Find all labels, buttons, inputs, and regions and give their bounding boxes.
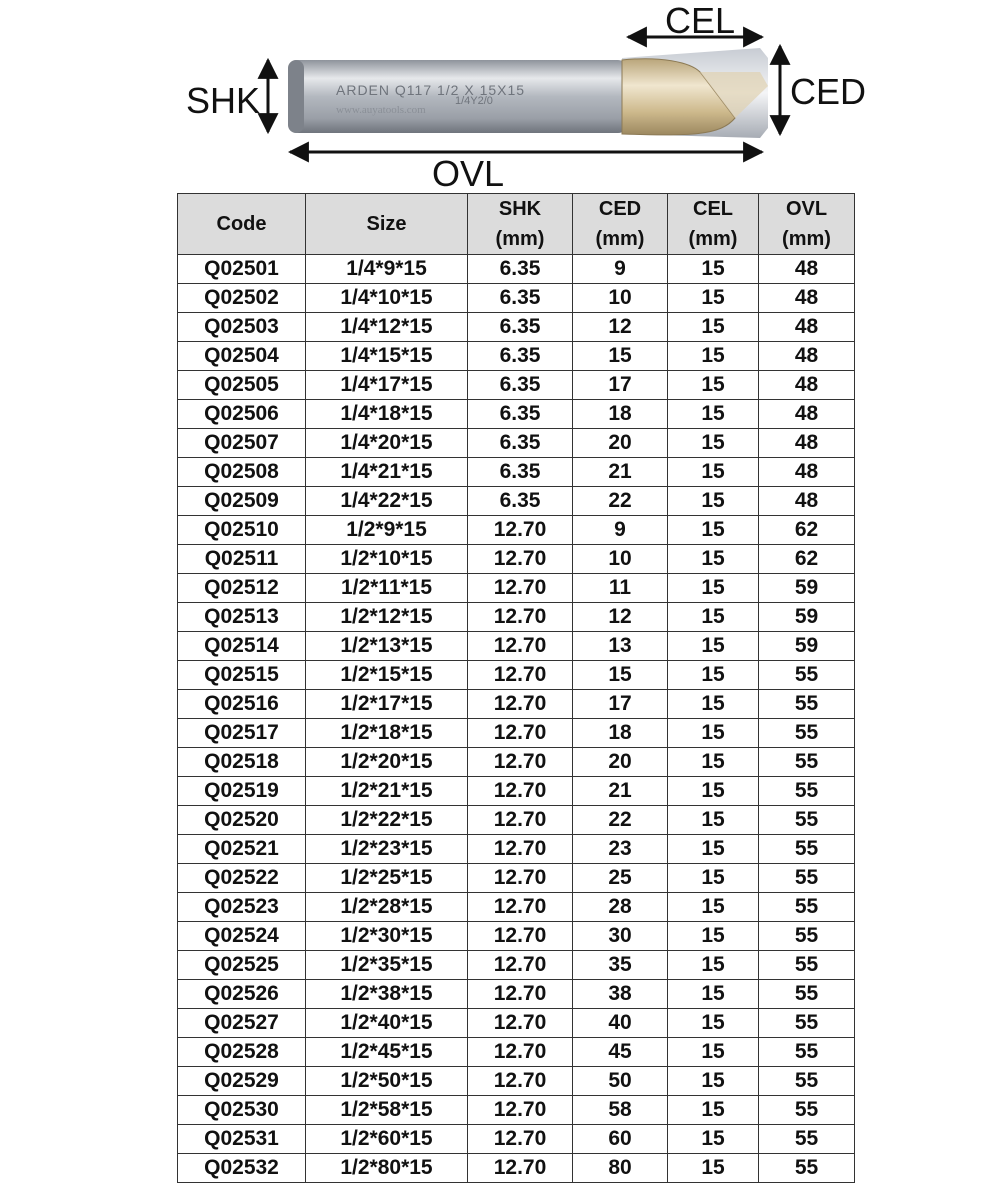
cell-cel: 15 (668, 980, 759, 1009)
cell-code: Q02506 (178, 400, 306, 429)
table-row (178, 1009, 855, 1038)
cell-ovl: 55 (759, 748, 855, 777)
cell-shk: 6.35 (468, 255, 573, 284)
cell-cel: 15 (668, 342, 759, 371)
header-ovl-label: OVL (785, 198, 828, 220)
cell-shk: 12.70 (468, 1009, 573, 1038)
cell-size: 1/2*80*15 (306, 1154, 468, 1183)
cell-size: 1/2*38*15 (306, 980, 468, 1009)
cell-code: Q02522 (178, 864, 306, 893)
table-row (178, 1125, 855, 1154)
cell-ced: 12 (573, 313, 668, 342)
table-row (178, 922, 855, 951)
cell-size: 1/2*40*15 (306, 1009, 468, 1038)
cell-code: Q02505 (178, 371, 306, 400)
cell-ced: 9 (573, 255, 668, 284)
cell-cel: 15 (668, 1067, 759, 1096)
cell-ced: 58 (573, 1096, 668, 1125)
cell-ced: 15 (573, 661, 668, 690)
cell-ovl: 55 (759, 661, 855, 690)
table-body (178, 255, 855, 1183)
cell-cel: 15 (668, 777, 759, 806)
cell-ced: 18 (573, 719, 668, 748)
cell-ced: 22 (573, 806, 668, 835)
cell-cel: 15 (668, 313, 759, 342)
table-row (178, 777, 855, 806)
cell-ced: 15 (573, 342, 668, 371)
cell-code: Q02523 (178, 893, 306, 922)
ovl-label: OVL (432, 153, 505, 192)
table-row (178, 632, 855, 661)
cell-shk: 12.70 (468, 1067, 573, 1096)
cell-size: 1/4*9*15 (306, 255, 468, 284)
cell-cel: 15 (668, 255, 759, 284)
cell-size: 1/4*20*15 (306, 429, 468, 458)
cell-shk: 6.35 (468, 487, 573, 516)
cell-ovl: 48 (759, 313, 855, 342)
cell-shk: 12.70 (468, 806, 573, 835)
cell-ovl: 55 (759, 806, 855, 835)
cell-ovl: 55 (759, 864, 855, 893)
cell-shk: 12.70 (468, 603, 573, 632)
table-row (178, 255, 855, 284)
table-row (178, 806, 855, 835)
table-row (178, 313, 855, 342)
cell-cel: 15 (668, 1038, 759, 1067)
header-cel-unit: (mm) (688, 228, 738, 250)
cell-ovl: 55 (759, 1096, 855, 1125)
cell-shk: 12.70 (468, 690, 573, 719)
cell-ovl: 55 (759, 1125, 855, 1154)
cell-shk: 12.70 (468, 922, 573, 951)
cell-cel: 15 (668, 516, 759, 545)
cell-code: Q02508 (178, 458, 306, 487)
cell-size: 1/2*28*15 (306, 893, 468, 922)
cell-ovl: 55 (759, 980, 855, 1009)
cell-shk: 12.70 (468, 951, 573, 980)
cell-ovl: 48 (759, 487, 855, 516)
cell-code: Q02530 (178, 1096, 306, 1125)
shank-engraving: ARDEN Q117 1/2 X 15X15 (336, 82, 526, 98)
cell-shk: 12.70 (468, 1096, 573, 1125)
cell-code: Q02526 (178, 980, 306, 1009)
cell-shk: 12.70 (468, 1038, 573, 1067)
cell-ovl: 59 (759, 632, 855, 661)
cell-shk: 12.70 (468, 864, 573, 893)
cell-shk: 12.70 (468, 893, 573, 922)
table-row (178, 893, 855, 922)
cell-shk: 12.70 (468, 835, 573, 864)
cell-shk: 6.35 (468, 342, 573, 371)
cell-cel: 15 (668, 951, 759, 980)
cell-size: 1/2*60*15 (306, 1125, 468, 1154)
table-header-row (178, 194, 855, 255)
cell-ced: 38 (573, 980, 668, 1009)
cell-cel: 15 (668, 545, 759, 574)
table-row (178, 748, 855, 777)
cell-ovl: 55 (759, 893, 855, 922)
header-size: Size (306, 194, 468, 255)
cell-cel: 15 (668, 574, 759, 603)
header-ced (573, 194, 668, 255)
cell-ovl: 48 (759, 371, 855, 400)
cell-shk: 6.35 (468, 371, 573, 400)
cell-ced: 10 (573, 284, 668, 313)
cell-ced: 20 (573, 748, 668, 777)
cell-code: Q02510 (178, 516, 306, 545)
header-ced-unit: (mm) (595, 228, 645, 250)
cell-ovl: 48 (759, 400, 855, 429)
cell-size: 1/2*22*15 (306, 806, 468, 835)
cell-size: 1/4*21*15 (306, 458, 468, 487)
cell-ovl: 48 (759, 255, 855, 284)
cell-code: Q02507 (178, 429, 306, 458)
cell-cel: 15 (668, 1154, 759, 1183)
cell-ovl: 55 (759, 1067, 855, 1096)
cell-code: Q02531 (178, 1125, 306, 1154)
cell-shk: 12.70 (468, 1125, 573, 1154)
cell-cel: 15 (668, 864, 759, 893)
cell-code: Q02501 (178, 255, 306, 284)
shk-label: SHK (186, 80, 261, 121)
cell-size: 1/2*18*15 (306, 719, 468, 748)
cell-ced: 30 (573, 922, 668, 951)
cell-code: Q02503 (178, 313, 306, 342)
cell-cel: 15 (668, 661, 759, 690)
cell-ovl: 55 (759, 922, 855, 951)
table-row (178, 487, 855, 516)
cell-shk: 12.70 (468, 632, 573, 661)
cell-ced: 13 (573, 632, 668, 661)
cell-cel: 15 (668, 806, 759, 835)
cell-size: 1/4*22*15 (306, 487, 468, 516)
cel-label: CEL (665, 0, 736, 41)
cell-code: Q02516 (178, 690, 306, 719)
header-cel-label: CEL (693, 198, 733, 220)
cell-size: 1/2*10*15 (306, 545, 468, 574)
cell-size: 1/4*17*15 (306, 371, 468, 400)
cell-cel: 15 (668, 922, 759, 951)
cell-size: 1/2*13*15 (306, 632, 468, 661)
cell-ovl: 59 (759, 574, 855, 603)
cell-code: Q02513 (178, 603, 306, 632)
table-row (178, 545, 855, 574)
cell-cel: 15 (668, 719, 759, 748)
cell-shk: 12.70 (468, 980, 573, 1009)
table-row (178, 1096, 855, 1125)
table-row (178, 574, 855, 603)
cell-size: 1/2*20*15 (306, 748, 468, 777)
cell-cel: 15 (668, 690, 759, 719)
cell-ovl: 48 (759, 429, 855, 458)
cell-cel: 15 (668, 1009, 759, 1038)
shank (288, 60, 628, 133)
cell-ced: 12 (573, 603, 668, 632)
table-row (178, 661, 855, 690)
cell-size: 1/2*23*15 (306, 835, 468, 864)
cell-ced: 22 (573, 487, 668, 516)
cell-size: 1/2*50*15 (306, 1067, 468, 1096)
cutter-head (622, 48, 768, 138)
cell-ced: 17 (573, 690, 668, 719)
cell-cel: 15 (668, 429, 759, 458)
table-row (178, 342, 855, 371)
cell-code: Q02518 (178, 748, 306, 777)
cell-ced: 21 (573, 777, 668, 806)
cell-shk: 12.70 (468, 661, 573, 690)
cell-size: 1/4*18*15 (306, 400, 468, 429)
cell-shk: 12.70 (468, 516, 573, 545)
cell-ovl: 55 (759, 1154, 855, 1183)
cell-cel: 15 (668, 893, 759, 922)
cell-cel: 15 (668, 1125, 759, 1154)
cell-code: Q02511 (178, 545, 306, 574)
cell-cel: 15 (668, 603, 759, 632)
cell-code: Q02525 (178, 951, 306, 980)
table-row (178, 1067, 855, 1096)
table-row (178, 603, 855, 632)
cell-code: Q02502 (178, 284, 306, 313)
cell-ovl: 48 (759, 284, 855, 313)
shank-url: www.auyatools.com (336, 104, 426, 116)
cell-ced: 60 (573, 1125, 668, 1154)
cell-cel: 15 (668, 748, 759, 777)
table-row (178, 516, 855, 545)
cell-shk: 6.35 (468, 400, 573, 429)
cell-ced: 35 (573, 951, 668, 980)
cell-code: Q02517 (178, 719, 306, 748)
cell-ovl: 55 (759, 951, 855, 980)
cell-code: Q02515 (178, 661, 306, 690)
table-row (178, 284, 855, 313)
header-shk-unit: (mm) (495, 228, 545, 250)
cell-size: 1/2*12*15 (306, 603, 468, 632)
cell-cel: 15 (668, 835, 759, 864)
cell-size: 1/2*58*15 (306, 1096, 468, 1125)
cell-ced: 20 (573, 429, 668, 458)
cell-code: Q02521 (178, 835, 306, 864)
cell-cel: 15 (668, 284, 759, 313)
header-cel (668, 194, 759, 255)
cell-ovl: 48 (759, 458, 855, 487)
cell-ced: 18 (573, 400, 668, 429)
cell-ced: 21 (573, 458, 668, 487)
header-shk (468, 194, 573, 255)
cell-ovl: 55 (759, 1009, 855, 1038)
cell-ced: 40 (573, 1009, 668, 1038)
cell-shk: 6.35 (468, 284, 573, 313)
cell-ovl: 62 (759, 516, 855, 545)
router-bit-diagram (0, 0, 1000, 192)
header-ced-label: CED (598, 198, 642, 220)
cell-size: 1/2*25*15 (306, 864, 468, 893)
table-row (178, 951, 855, 980)
shank-engraving-2: 1/4Y2/0 (455, 95, 493, 107)
ced-label: CED (790, 71, 867, 112)
cell-ovl: 62 (759, 545, 855, 574)
cell-code: Q02527 (178, 1009, 306, 1038)
table-row (178, 400, 855, 429)
header-ovl-unit: (mm) (782, 228, 831, 250)
cell-size: 1/2*11*15 (306, 574, 468, 603)
cell-ced: 17 (573, 371, 668, 400)
cell-ced: 23 (573, 835, 668, 864)
cell-code: Q02504 (178, 342, 306, 371)
header-shk-label: SHK (498, 198, 542, 220)
table-row (178, 864, 855, 893)
cell-ced: 45 (573, 1038, 668, 1067)
cell-cel: 15 (668, 400, 759, 429)
cell-ced: 25 (573, 864, 668, 893)
table-row (178, 980, 855, 1009)
cell-shk: 6.35 (468, 458, 573, 487)
header-code: Code (178, 194, 306, 255)
cell-size: 1/2*17*15 (306, 690, 468, 719)
cell-size: 1/4*15*15 (306, 342, 468, 371)
cell-size: 1/2*21*15 (306, 777, 468, 806)
cell-size: 1/4*12*15 (306, 313, 468, 342)
cell-ced: 50 (573, 1067, 668, 1096)
cell-code: Q02509 (178, 487, 306, 516)
cell-shk: 6.35 (468, 429, 573, 458)
cell-cel: 15 (668, 1096, 759, 1125)
cell-code: Q02512 (178, 574, 306, 603)
cell-code: Q02520 (178, 806, 306, 835)
cell-shk: 12.70 (468, 777, 573, 806)
table-row (178, 835, 855, 864)
cell-size: 1/4*10*15 (306, 284, 468, 313)
cell-size: 1/2*15*15 (306, 661, 468, 690)
cell-code: Q02524 (178, 922, 306, 951)
cell-ovl: 55 (759, 690, 855, 719)
cell-shk: 6.35 (468, 313, 573, 342)
cell-shk: 12.70 (468, 1154, 573, 1183)
cell-code: Q02529 (178, 1067, 306, 1096)
cell-shk: 12.70 (468, 748, 573, 777)
table-row (178, 1154, 855, 1183)
table-row (178, 458, 855, 487)
cell-size: 1/2*45*15 (306, 1038, 468, 1067)
cell-ovl: 55 (759, 1038, 855, 1067)
cell-cel: 15 (668, 458, 759, 487)
cell-shk: 12.70 (468, 719, 573, 748)
cell-ovl: 55 (759, 777, 855, 806)
cell-ovl: 55 (759, 835, 855, 864)
cell-ovl: 48 (759, 342, 855, 371)
cell-code: Q02528 (178, 1038, 306, 1067)
table-row (178, 719, 855, 748)
cell-code: Q02532 (178, 1154, 306, 1183)
cell-size: 1/2*9*15 (306, 516, 468, 545)
cell-size: 1/2*35*15 (306, 951, 468, 980)
cell-ced: 28 (573, 893, 668, 922)
cell-cel: 15 (668, 371, 759, 400)
cell-shk: 12.70 (468, 574, 573, 603)
table-row (178, 371, 855, 400)
cell-ced: 11 (573, 574, 668, 603)
cell-ced: 9 (573, 516, 668, 545)
cell-ovl: 59 (759, 603, 855, 632)
table-row (178, 690, 855, 719)
cell-code: Q02514 (178, 632, 306, 661)
cell-ovl: 55 (759, 719, 855, 748)
table-row (178, 429, 855, 458)
cell-size: 1/2*30*15 (306, 922, 468, 951)
cell-ced: 10 (573, 545, 668, 574)
cell-cel: 15 (668, 632, 759, 661)
spec-table (177, 193, 855, 1183)
table-row (178, 1038, 855, 1067)
cell-shk: 12.70 (468, 545, 573, 574)
header-ovl (759, 194, 855, 255)
cell-code: Q02519 (178, 777, 306, 806)
cell-cel: 15 (668, 487, 759, 516)
cell-ced: 80 (573, 1154, 668, 1183)
